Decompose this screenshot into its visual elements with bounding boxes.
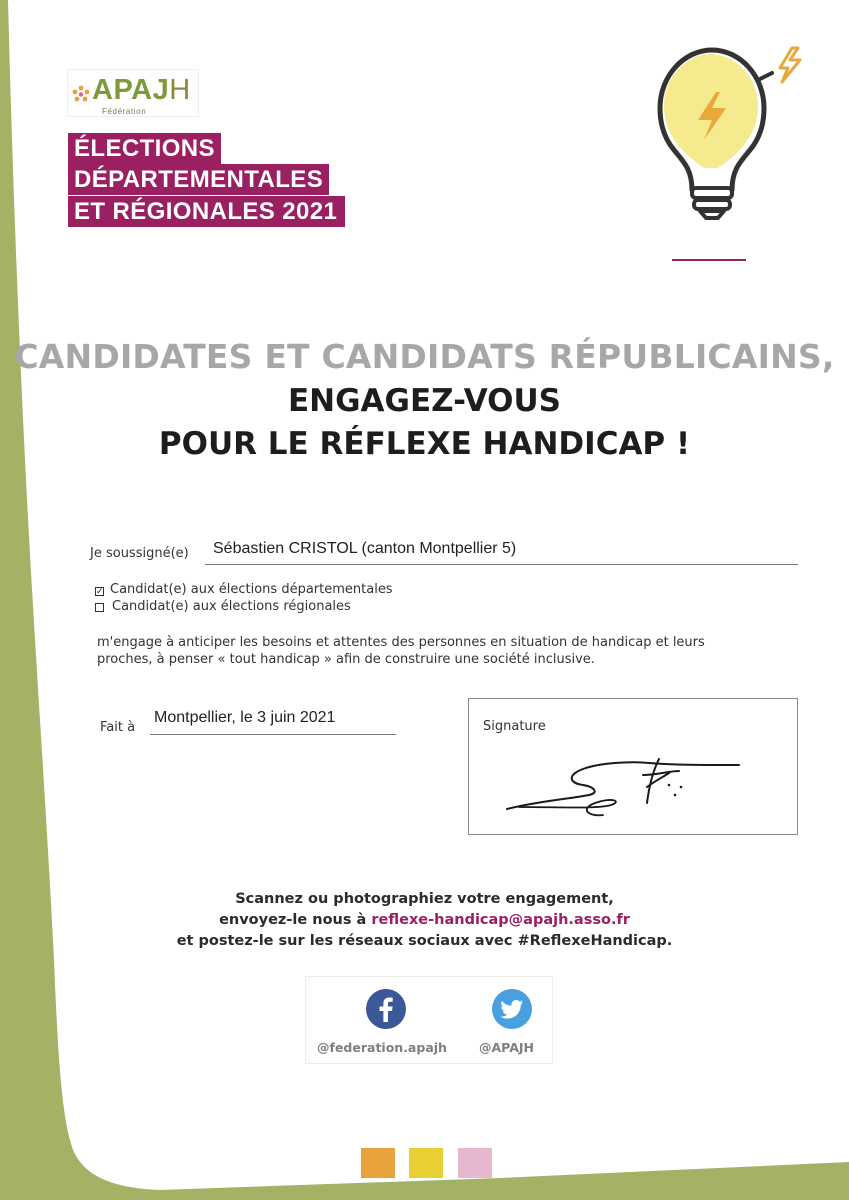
facebook-icon[interactable] — [366, 989, 406, 1029]
handwritten-signature — [499, 751, 749, 826]
cta-line-1: Scannez ou photographiez votre engagement, — [235, 891, 614, 907]
lightbulb-icon — [652, 40, 812, 230]
accent-divider — [672, 259, 746, 261]
contact-email-link[interactable]: reflexe-handicap@apajh.asso.fr — [371, 912, 630, 928]
headline-line-2: ENGAGEZ-VOUS — [287, 383, 562, 419]
done-at-value[interactable]: Montpellier, le 3 juin 2021 — [154, 709, 336, 726]
done-at-underline — [150, 734, 396, 735]
regional-checkbox[interactable] — [95, 603, 104, 612]
social-links — [305, 976, 553, 1064]
orange-swatch — [361, 1148, 395, 1178]
logo-subtitle: Fédération — [102, 107, 147, 116]
regional-option-label: Candidat(e) aux élections régionales — [112, 599, 351, 614]
signature-label: Signature — [483, 719, 546, 734]
departmental-checkbox[interactable]: ✓ — [96, 587, 104, 597]
election-title-line-3: ET RÉGIONALES 2021 — [68, 196, 345, 227]
yellow-swatch — [409, 1148, 443, 1178]
undersigned-label: Je soussigné(e) — [90, 546, 189, 561]
headline-line-3: POUR LE RÉFLEXE HANDICAP ! — [158, 426, 691, 462]
election-title-line-2: DÉPARTEMENTALES — [68, 164, 329, 195]
call-to-action — [0, 889, 849, 952]
pink-swatch — [458, 1148, 492, 1178]
signature-box[interactable] — [468, 698, 798, 835]
done-at-label: Fait à — [100, 720, 136, 735]
commitment-text — [97, 634, 777, 668]
twitter-handle[interactable]: @APAJH — [479, 1040, 534, 1055]
commitment-line-2: proches, à penser « tout handicap » afin de construire une société inclusive. — [97, 652, 595, 667]
departmental-option-label: Candidat(e) aux élections départementales — [110, 582, 393, 597]
apajh-logo — [67, 69, 199, 117]
election-title-line-1: ÉLECTIONS — [68, 133, 221, 164]
logo-wordmark: APAJH — [92, 74, 191, 106]
undersigned-underline — [205, 564, 798, 565]
commitment-line-1: m'engage à anticiper les besoins et attentes des personnes en situation de handicap et leurs — [97, 635, 705, 650]
cta-line-2 — [0, 910, 849, 931]
twitter-icon[interactable] — [492, 989, 532, 1029]
flower-icon — [70, 84, 92, 106]
cta-line-3: et postez-le sur les réseaux sociaux avec #ReflexeHandicap. — [176, 933, 673, 949]
headline-line-1: CANDIDATES ET CANDIDATS RÉPUBLICAINS, — [14, 337, 835, 376]
facebook-handle[interactable]: @federation.apajh — [317, 1040, 447, 1055]
cta-line-2-prefix: envoyez-le nous à — [219, 912, 372, 928]
undersigned-value[interactable]: Sébastien CRISTOL (canton Montpellier 5) — [213, 540, 517, 557]
